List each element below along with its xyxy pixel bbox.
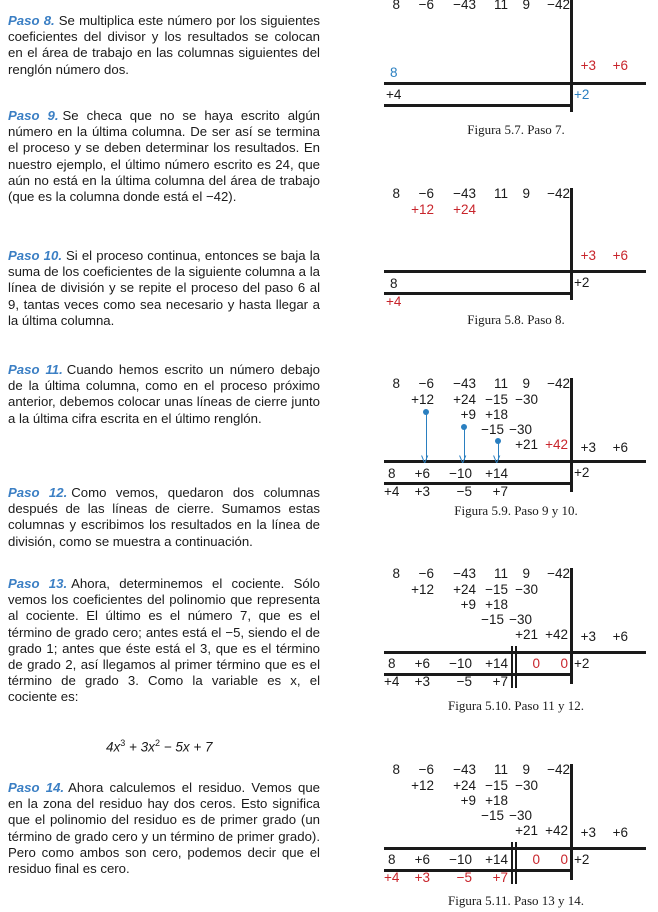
figure-5-11 bbox=[374, 762, 658, 912]
figure-caption: Figura 5.7. Paso 7. bbox=[467, 122, 565, 137]
divisor-coef: +6 bbox=[612, 629, 628, 644]
quotient-coef: −5 bbox=[456, 870, 472, 885]
quotient-formula: $4x^3 + 3x^2 - 5x + 7$ bbox=[106, 738, 213, 755]
quotient-coef: −5 bbox=[456, 674, 472, 689]
coefficient: 11 bbox=[493, 186, 508, 201]
paragraph-paso-12: Paso 12. Como vemos, quedaron dos columnas después de las líneas de cierre. Sumamos estas columnas y escribimos los resultados en la línea de división, como se muestra a continuación. bbox=[8, 485, 320, 549]
coefficient: −42 bbox=[547, 376, 570, 391]
coefficient: −43 bbox=[453, 566, 476, 581]
work-value: +12 bbox=[411, 392, 434, 407]
divisor-coef: +6 bbox=[612, 248, 628, 263]
paragraph-paso-10: Paso 10. Si el proceso continua, entonces se baja la suma de los coeficientes de la siguiente columna a la línea de división y se repite el proceso del paso 6 al 9, tantas veces como sea necesario y hasta llegar a la última columna. bbox=[8, 248, 320, 328]
sum-value: +6 bbox=[414, 852, 430, 867]
figure-5-8 bbox=[374, 186, 658, 332]
coefficient: 8 bbox=[392, 0, 400, 12]
coefficient: 9 bbox=[522, 376, 530, 391]
work-value: −15 bbox=[481, 808, 504, 823]
paragraph-paso-14: Paso 14. Ahora calculemos el residuo. Vemos que en la zona del residuo hay dos ceros. Esto significa que el polinomio del residuo es de primer grado (un término de grado cero y un término de primer grado). Pero como ambos son cero, podemos decir que el residuo final es cero. bbox=[8, 780, 320, 877]
work-value: +12 bbox=[411, 202, 434, 217]
sum-value: +14 bbox=[485, 656, 508, 671]
work-value: −15 bbox=[485, 778, 508, 793]
arrow-head-icon: V bbox=[459, 454, 467, 466]
closing-line bbox=[515, 842, 517, 884]
coefficient: −42 bbox=[547, 566, 570, 581]
coefficient: −6 bbox=[418, 762, 434, 777]
figure-5-10 bbox=[374, 566, 658, 716]
sum-value: −10 bbox=[449, 852, 472, 867]
work-value: +24 bbox=[453, 202, 476, 217]
quotient-coef: +3 bbox=[414, 870, 430, 885]
quotient-line bbox=[384, 292, 570, 295]
work-value: −15 bbox=[481, 612, 504, 627]
quotient-coef: +7 bbox=[492, 870, 508, 885]
division-vertical-line bbox=[570, 188, 573, 300]
sum-value: +14 bbox=[485, 852, 508, 867]
divisor-coef: +3 bbox=[580, 629, 596, 644]
coefficient: −43 bbox=[453, 186, 476, 201]
coefficient: 11 bbox=[493, 376, 508, 391]
quotient-coef: +4 bbox=[384, 484, 400, 499]
coefficient: −6 bbox=[418, 566, 434, 581]
sum-value: 8 bbox=[388, 466, 396, 481]
divisor-coef: +6 bbox=[612, 440, 628, 455]
quotient-coef: +7 bbox=[492, 674, 508, 689]
paragraph-paso-13: Paso 13. Ahora, determinemos el cociente. Sólo vemos los coeficientes del polinomio que representa al cociente. El último es el número 7, que es el término de grado cero; antes está el −5, siendo el de grado 1; antes que éste está el 3, que es el término de grado 2, así llegamos al primer término que es el término de grado 3. Como la variable es x, el cociente es: bbox=[8, 576, 320, 705]
quotient-coef: +7 bbox=[492, 484, 508, 499]
coefficient: −43 bbox=[453, 762, 476, 777]
coefficient: −6 bbox=[418, 186, 434, 201]
work-value: +24 bbox=[453, 392, 476, 407]
quotient-coef: +4 bbox=[384, 674, 400, 689]
divisor-coef: +3 bbox=[580, 440, 596, 455]
coefficient: 9 bbox=[522, 566, 530, 581]
sum-value: +6 bbox=[414, 656, 430, 671]
divisor-coef: +3 bbox=[580, 825, 596, 840]
paragraph-paso-9: Paso 9. Se checa que no se haya escrito algún número en la última columna. De ser así se termina el proceso y se deben determinar los resultados. En nuestro ejemplo, el último número escrito es 24, que aún no está en la última columna del área de trabajo (que es la columna donde está el −42). bbox=[8, 108, 320, 205]
coefficient: −43 bbox=[453, 0, 476, 12]
coefficient: 9 bbox=[522, 0, 530, 12]
division-line bbox=[384, 82, 646, 85]
coefficient: −42 bbox=[547, 762, 570, 777]
coefficient: 9 bbox=[522, 186, 530, 201]
remainder-coef: 0 bbox=[532, 656, 540, 671]
quotient-coef: −5 bbox=[456, 484, 472, 499]
work-value: −30 bbox=[509, 422, 532, 437]
coefficient: 11 bbox=[493, 762, 508, 777]
work-value: +21 bbox=[515, 627, 538, 642]
divisor-constant: +2 bbox=[574, 275, 590, 290]
quotient-coef: +4 bbox=[386, 87, 402, 102]
division-vertical-line bbox=[570, 0, 573, 112]
divisor-constant: +2 bbox=[574, 465, 590, 480]
remainder-coef: 0 bbox=[560, 656, 568, 671]
division-vertical-line bbox=[570, 764, 573, 880]
work-value: +18 bbox=[485, 407, 508, 422]
lead-coef: 8 bbox=[390, 65, 398, 80]
closing-line bbox=[511, 842, 513, 884]
work-value: −15 bbox=[481, 422, 504, 437]
figure-caption: Figura 5.10. Paso 11 y 12. bbox=[447, 698, 585, 713]
work-value: +9 bbox=[460, 597, 476, 612]
divisor-coef: +6 bbox=[612, 825, 628, 840]
coefficient: 8 bbox=[392, 566, 400, 581]
work-value: +18 bbox=[485, 793, 508, 808]
work-value: +9 bbox=[460, 793, 476, 808]
coefficient: −42 bbox=[547, 186, 570, 201]
paragraph-paso-8: Paso 8. Se multiplica este número por los siguientes coeficientes del divisor y los resultados se colocan en el área de trabajo en las columnas siguientes del renglón número dos. bbox=[8, 13, 320, 77]
arrow-head-icon: V bbox=[493, 454, 501, 466]
paragraph-paso-11: Paso 11. Cuando hemos escrito un número debajo de la última columna, como en el proceso próximo anterior, debemos colocar unas líneas de cierre junto a la última cifra escrita en el último renglón. bbox=[8, 362, 320, 426]
closing-line bbox=[515, 646, 517, 688]
divisor-constant: +2 bbox=[574, 87, 590, 102]
sum-value: −10 bbox=[449, 656, 472, 671]
work-value: −30 bbox=[509, 808, 532, 823]
division-vertical-line bbox=[570, 378, 573, 492]
coefficient: 9 bbox=[522, 762, 530, 777]
arrow-head-icon: V bbox=[421, 454, 429, 466]
work-value: +42 bbox=[545, 437, 568, 452]
coefficient: 8 bbox=[392, 762, 400, 777]
sum-value: −10 bbox=[449, 466, 472, 481]
work-value: −30 bbox=[515, 392, 538, 407]
divisor-constant: +2 bbox=[574, 656, 590, 671]
figure-caption: Figura 5.9. Paso 9 y 10. bbox=[454, 503, 578, 518]
coefficient: 11 bbox=[493, 566, 508, 581]
closing-line bbox=[511, 646, 513, 688]
work-value: +21 bbox=[515, 437, 538, 452]
remainder-coef: 0 bbox=[560, 852, 568, 867]
figure-caption: Figura 5.8. Paso 8. bbox=[467, 312, 565, 327]
coefficient: 11 bbox=[493, 0, 508, 12]
sum-value: 8 bbox=[388, 852, 396, 867]
remainder-coef: 0 bbox=[532, 852, 540, 867]
arrow-line bbox=[426, 412, 427, 460]
sum-value: 8 bbox=[388, 656, 396, 671]
quotient-coef: +4 bbox=[386, 294, 402, 309]
quotient-coef: +4 bbox=[384, 870, 400, 885]
work-value: +24 bbox=[453, 582, 476, 597]
coefficient: 8 bbox=[392, 376, 400, 391]
work-value: +12 bbox=[411, 582, 434, 597]
division-vertical-line bbox=[570, 568, 573, 684]
quotient-coef: +3 bbox=[414, 484, 430, 499]
divisor-coef: +6 bbox=[612, 58, 628, 73]
divisor-coef: +3 bbox=[580, 58, 596, 73]
coefficient: −42 bbox=[547, 0, 570, 12]
work-value: −30 bbox=[509, 612, 532, 627]
work-value: +42 bbox=[545, 823, 568, 838]
quotient-coef: +3 bbox=[414, 674, 430, 689]
work-value: +18 bbox=[485, 597, 508, 612]
work-value: −30 bbox=[515, 582, 538, 597]
coefficient: −43 bbox=[453, 376, 476, 391]
work-value: +42 bbox=[545, 627, 568, 642]
divisor-coef: +3 bbox=[580, 248, 596, 263]
work-value: +12 bbox=[411, 778, 434, 793]
work-value: +24 bbox=[453, 778, 476, 793]
sum-value: +14 bbox=[485, 466, 508, 481]
quotient-line bbox=[384, 104, 570, 107]
division-line bbox=[384, 270, 646, 273]
work-value: −15 bbox=[485, 582, 508, 597]
work-value: −30 bbox=[515, 778, 538, 793]
work-value: +9 bbox=[460, 407, 476, 422]
divisor-constant: +2 bbox=[574, 852, 590, 867]
coefficient: −6 bbox=[418, 376, 434, 391]
sum-value: +6 bbox=[414, 466, 430, 481]
coefficient: 8 bbox=[392, 186, 400, 201]
figure-caption: Figura 5.11. Paso 13 y 14. bbox=[447, 893, 585, 908]
figure-5-7 bbox=[374, 0, 658, 140]
lead-coef: 8 bbox=[390, 276, 398, 291]
work-value: −15 bbox=[485, 392, 508, 407]
work-value: +21 bbox=[515, 823, 538, 838]
figure-5-9 bbox=[374, 376, 658, 522]
coefficient: −6 bbox=[418, 0, 434, 12]
